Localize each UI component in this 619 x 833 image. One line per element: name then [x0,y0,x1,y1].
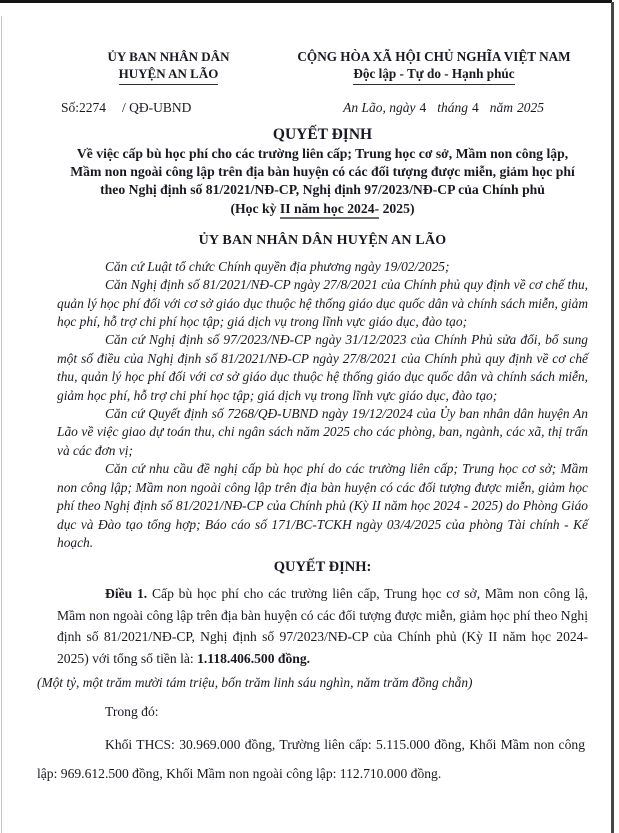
issuing-authority-parent: ỦY BAN NHÂN DÂN [107,49,230,64]
breakdown-paragraph: Khối THCS: 30.969.000 đồng, Trường liên cấp: 5.115.000 đồng, Khối Mầm non công lập: 969.612.500 đồng, Khối Mầm non ngoài công lập: 112.710.000 đồng. [37,737,585,782]
document-number-label: Số: [61,100,80,115]
document-number-value: 2274 [79,100,107,115]
amount-in-words: (Một tỷ, một trăm mười tám triệu, bốn trăm linh sáu nghìn, năm trăm đồng chẵn) [37,675,473,691]
document-header [57,48,588,85]
total-amount: 1.118.406.500 đồng. [197,650,311,666]
document-number-suffix: / QĐ-UBND [122,100,192,115]
semester-suffix: 2025) [379,200,415,216]
article-1-body: Cấp bù học phí cho các trường liên cấp, Trung học cơ sở, Mầm non công lậ, Mầm non ngoài công lập trên địa bàn huyện có các đối tượng được miễn, giảm học phí theo Nghị định số 81/2021/NĐ-CP, Nghị định số 97/2023/NĐ-CP của Chính phủ (Kỳ II năm học 2024-2025) với tổng số tiền là: [57,586,588,666]
recital-paragraph: Căn cứ Nghị định số 97/2023/NĐ-CP ngày 31/12/2023 của Chính Phủ sửa đổi, bổ sung một số điều của Nghị định số 81/2021/NĐ-CP ngày 27/8/2021 của Chính phủ quy định về cơ chế thu, quản lý học phí đối với cơ sở giáo dục thuộc hệ thống giáo dục quốc dân và chính sách miễn, giảm học phí, hỗ trợ chi phí học tập; giá dịch vụ trong lĩnh vực giáo dục, đào tạo; [57,332,588,403]
title-block [57,125,588,218]
national-header-block [280,48,588,85]
decision-heading: QUYẾT ĐỊNH: [273,559,372,576]
recital-paragraph: Căn Nghị định số 81/2021/NĐ-CP ngày 27/8/2021 của Chính phủ quy định về cơ chế thu, quản lý học phí đối với cơ sở giáo dục thuộc hệ thống giáo dục quốc dân và chính sách miễn, giảm học phí, hỗ trợ chi phí học tập; giá dịch vụ trong lĩnh vực giáo dục, đào tạo; [57,277,588,330]
recital-paragraph: Căn cứ Luật tổ chức Chính quyền địa phương ngày 19/02/2025; [105,258,450,274]
national-motto: Độc lập - Tự do - Hạnh phúc [353,65,514,85]
issuing-authority-block [57,48,280,85]
semester-underlined-text: II năm học 2024- [280,201,379,219]
scan-edge-right [611,2,614,833]
issuing-authority-name: HUYỆN AN LÃO [119,65,219,85]
date-year-label: năm [489,100,513,115]
date-month-label: tháng [437,100,468,115]
article-1-label: Điều 1. [105,586,148,602]
breakdown-label: Trong đó: [105,704,159,720]
authority-heading: ỦY BAN NHÂN DÂN HUYỆN AN LÃO [198,232,447,248]
recital-paragraph: Căn cứ nhu cầu đề nghị cấp bù học phí do các trường liên cấp; Trung học cơ sở; Mầm non công lập; Mầm non ngoài công lập trên địa bàn huyện có các đối tượng được miễn, giảm học phí theo Nghị định số 81/2021/NĐ-CP của Chính phủ (Kỳ II năm học 2024 - 2025) do Phòng Giáo dục và Đào tạo tổng hợp; Báo cáo số 171/BC-TCKH ngày 03/4/2025 của phòng Tài chính - Kế hoạch. [57,461,588,550]
date-day: 4 [419,100,427,115]
title-subject-line-3: theo Nghị định số 81/2021/NĐ-CP, Nghị định 97/2023/NĐ-CP của Chính phủ [100,182,545,198]
semester-prefix: (Học kỳ [230,200,280,216]
recital-paragraph: Căn cứ Quyết định số 7268/QĐ-UBND ngày 19/12/2024 của Ủy ban nhân dân huyện An Lão về việc giao dự toán thu, chi ngân sách năm 2025 cho các phòng, ban, ngành, các xã, thị trấn và các đơn vị; [57,406,588,458]
document-number [57,100,191,116]
number-date-row [57,100,588,116]
title-subject-line-4 [57,200,588,218]
date-prefix: An Lão, ngày [343,100,416,115]
scan-edge-left [1,16,2,833]
national-title: CỘNG HÒA XÃ HỘI CHỦ NGHĨA VIỆT NAM [297,49,571,64]
document-body [37,48,588,788]
scan-edge-top [0,0,612,3]
title-subject-line-2: Mầm non ngoài công lập trên địa bàn huyện có các đối tượng được miễn, giảm học phí [70,164,575,180]
date-year: 2025 [517,100,544,115]
title-subject-line-1: Về việc cấp bù học phí cho các trường liên cấp; Trung học cơ sở, Mầm non công lập, [76,146,569,161]
place-date-line [343,100,544,116]
document-title: QUYẾT ĐỊNH [272,126,373,143]
date-month: 4 [472,100,479,115]
article-1-paragraph [57,583,588,669]
